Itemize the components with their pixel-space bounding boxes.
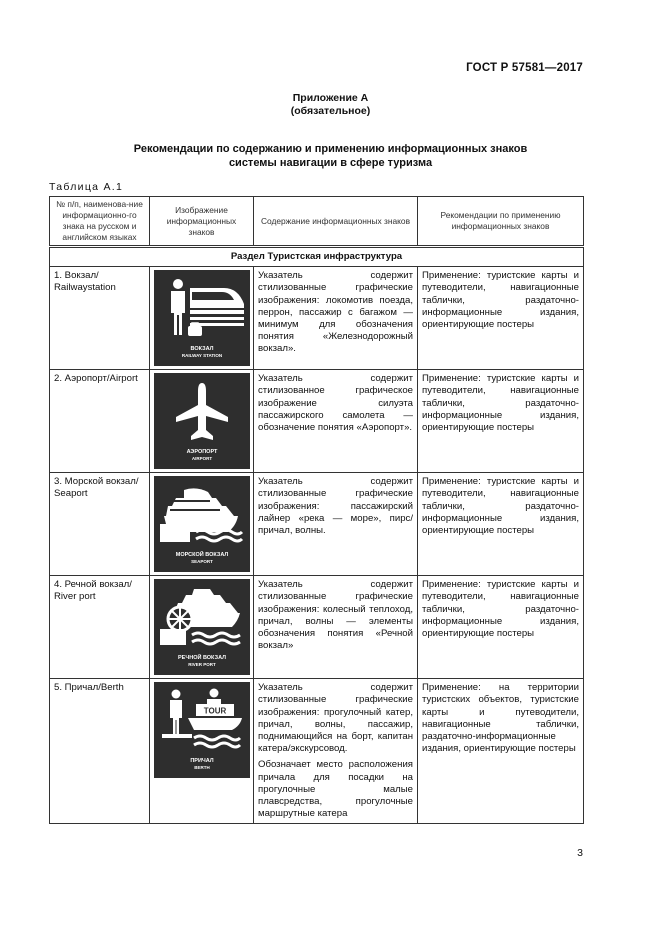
sign-label-en: RIVER PORT bbox=[187, 662, 216, 668]
sign-label-ru: МОРСКОЙ ВОКЗАЛ bbox=[175, 552, 228, 559]
paddle-steamer-icon bbox=[154, 579, 250, 675]
sign-image-cell bbox=[150, 679, 254, 824]
sign-label-en: BERTH bbox=[193, 765, 210, 771]
sign-name: 5. Причал/Berth bbox=[50, 679, 150, 824]
sign-image-cell bbox=[150, 576, 254, 679]
sign-name: 3. Морской вокзал/ Seaport bbox=[50, 473, 150, 576]
sign-recommendation: Применение: на территории туристских объектов, туристские карты и путеводители, навигационные таблички, раздаточно-информационные издания, ориентирующие постеры bbox=[418, 679, 584, 824]
cruise-ship-icon bbox=[154, 476, 250, 572]
table-row bbox=[50, 473, 584, 576]
appendix-title: Приложение А bbox=[292, 92, 369, 104]
section-row bbox=[50, 247, 584, 267]
sign-content: Указатель содержит стилизованные графические изображения: прогулочный катер, причал, волны, пассажир, поднимающийся на борт, капитан катера/экскурсовод. bbox=[258, 682, 413, 755]
section-title: Раздел Туристская инфраструктура bbox=[50, 247, 584, 267]
sign-label-ru: РЕЧНОЙ ВОКЗАЛ bbox=[177, 655, 226, 662]
sign-label-en: AIRPORT bbox=[191, 456, 212, 462]
sign-label-en: RAILWAY STATION bbox=[181, 353, 222, 359]
sign-content-extra: Обозначает место расположения причала для посадки на прогулочные малые плавсредства, прогулочные маршрутные катера bbox=[258, 759, 413, 820]
sign-content: Указатель содержит стилизованные графические изображения: пассажирский лайнер «река — море», пирс/причал, волны. bbox=[254, 473, 418, 576]
table-row bbox=[50, 370, 584, 473]
header-name: № п/п, наименова-ние информационно-го знака на русском и английском языках bbox=[50, 197, 150, 247]
table-label: Таблица А.1 bbox=[49, 181, 124, 193]
sign-content: Указатель содержит стилизованное графическое изображение силуэта пассажирского самолета — обозначение понятия «Аэропорт». bbox=[254, 370, 418, 473]
sign-content-cell bbox=[254, 679, 418, 824]
table-row bbox=[50, 679, 584, 824]
signs-table bbox=[49, 196, 584, 824]
boat-tour-text: TOUR bbox=[203, 706, 226, 716]
document-code: ГОСТ Р 57581—2017 bbox=[466, 62, 583, 74]
airplane-icon bbox=[154, 373, 250, 469]
sign-label-ru: ВОКЗАЛ bbox=[189, 346, 214, 353]
sign-recommendation: Применение: туристские карты и путеводители, навигационные таблички, раздаточно-информационные издания, ориентирующие постеры bbox=[418, 473, 584, 576]
appendix-subtitle: (обязательное) bbox=[290, 105, 371, 117]
sign-recommendation: Применение: туристские карты и путеводители, навигационные таблички, раздаточно-информационные издания, ориентирующие постеры bbox=[418, 576, 584, 679]
sign-content: Указатель содержит стилизованные графические изображения: колесный теплоход, причал, волны — элементы обозначения понятия «Речной вокзал» bbox=[254, 576, 418, 679]
sign-image-cell bbox=[150, 370, 254, 473]
header-recommendation: Рекомендации по применению информационных знаков bbox=[418, 197, 584, 247]
table-row bbox=[50, 267, 584, 370]
sign-name: 1. Вокзал/ Railwaystation bbox=[50, 267, 150, 370]
table-row bbox=[50, 576, 584, 679]
sign-label-ru: АЭРОПОРТ bbox=[186, 449, 217, 456]
sign-image-cell bbox=[150, 267, 254, 370]
sign-name: 2. Аэропорт/Airport bbox=[50, 370, 150, 473]
page-number: 3 bbox=[577, 847, 583, 859]
railway-station-icon bbox=[154, 270, 250, 366]
sign-content: Указатель содержит стилизованные графические изображения: локомотив поезда, перрон, пассажир с багажом — минимум для обозначения понятия «Железнодорожный вокзал». bbox=[254, 267, 418, 370]
sign-recommendation: Применение: туристские карты и путеводители, навигационные таблички, раздаточно-информационные издания, ориентирующие постеры bbox=[418, 267, 584, 370]
header-content: Содержание информационных знаков bbox=[254, 197, 418, 247]
sign-label-en: SEAPORT bbox=[190, 559, 213, 565]
sign-label-ru: ПРИЧАЛ bbox=[189, 758, 214, 765]
sign-name: 4. Речной вокзал/ River port bbox=[50, 576, 150, 679]
table-header-row bbox=[50, 197, 584, 247]
recommendation-title-line2: системы навигации в сфере туризма bbox=[228, 157, 433, 169]
sign-recommendation: Применение: туристские карты и путеводители, навигационные таблички, раздаточно-информационные издания, ориентирующие постеры bbox=[418, 370, 584, 473]
berth-boat-icon bbox=[154, 682, 250, 778]
sign-image-cell bbox=[150, 473, 254, 576]
recommendation-title-line1: Рекомендации по содержанию и применению информационных знаков bbox=[133, 143, 528, 155]
header-image: Изображение информационных знаков bbox=[150, 197, 254, 247]
